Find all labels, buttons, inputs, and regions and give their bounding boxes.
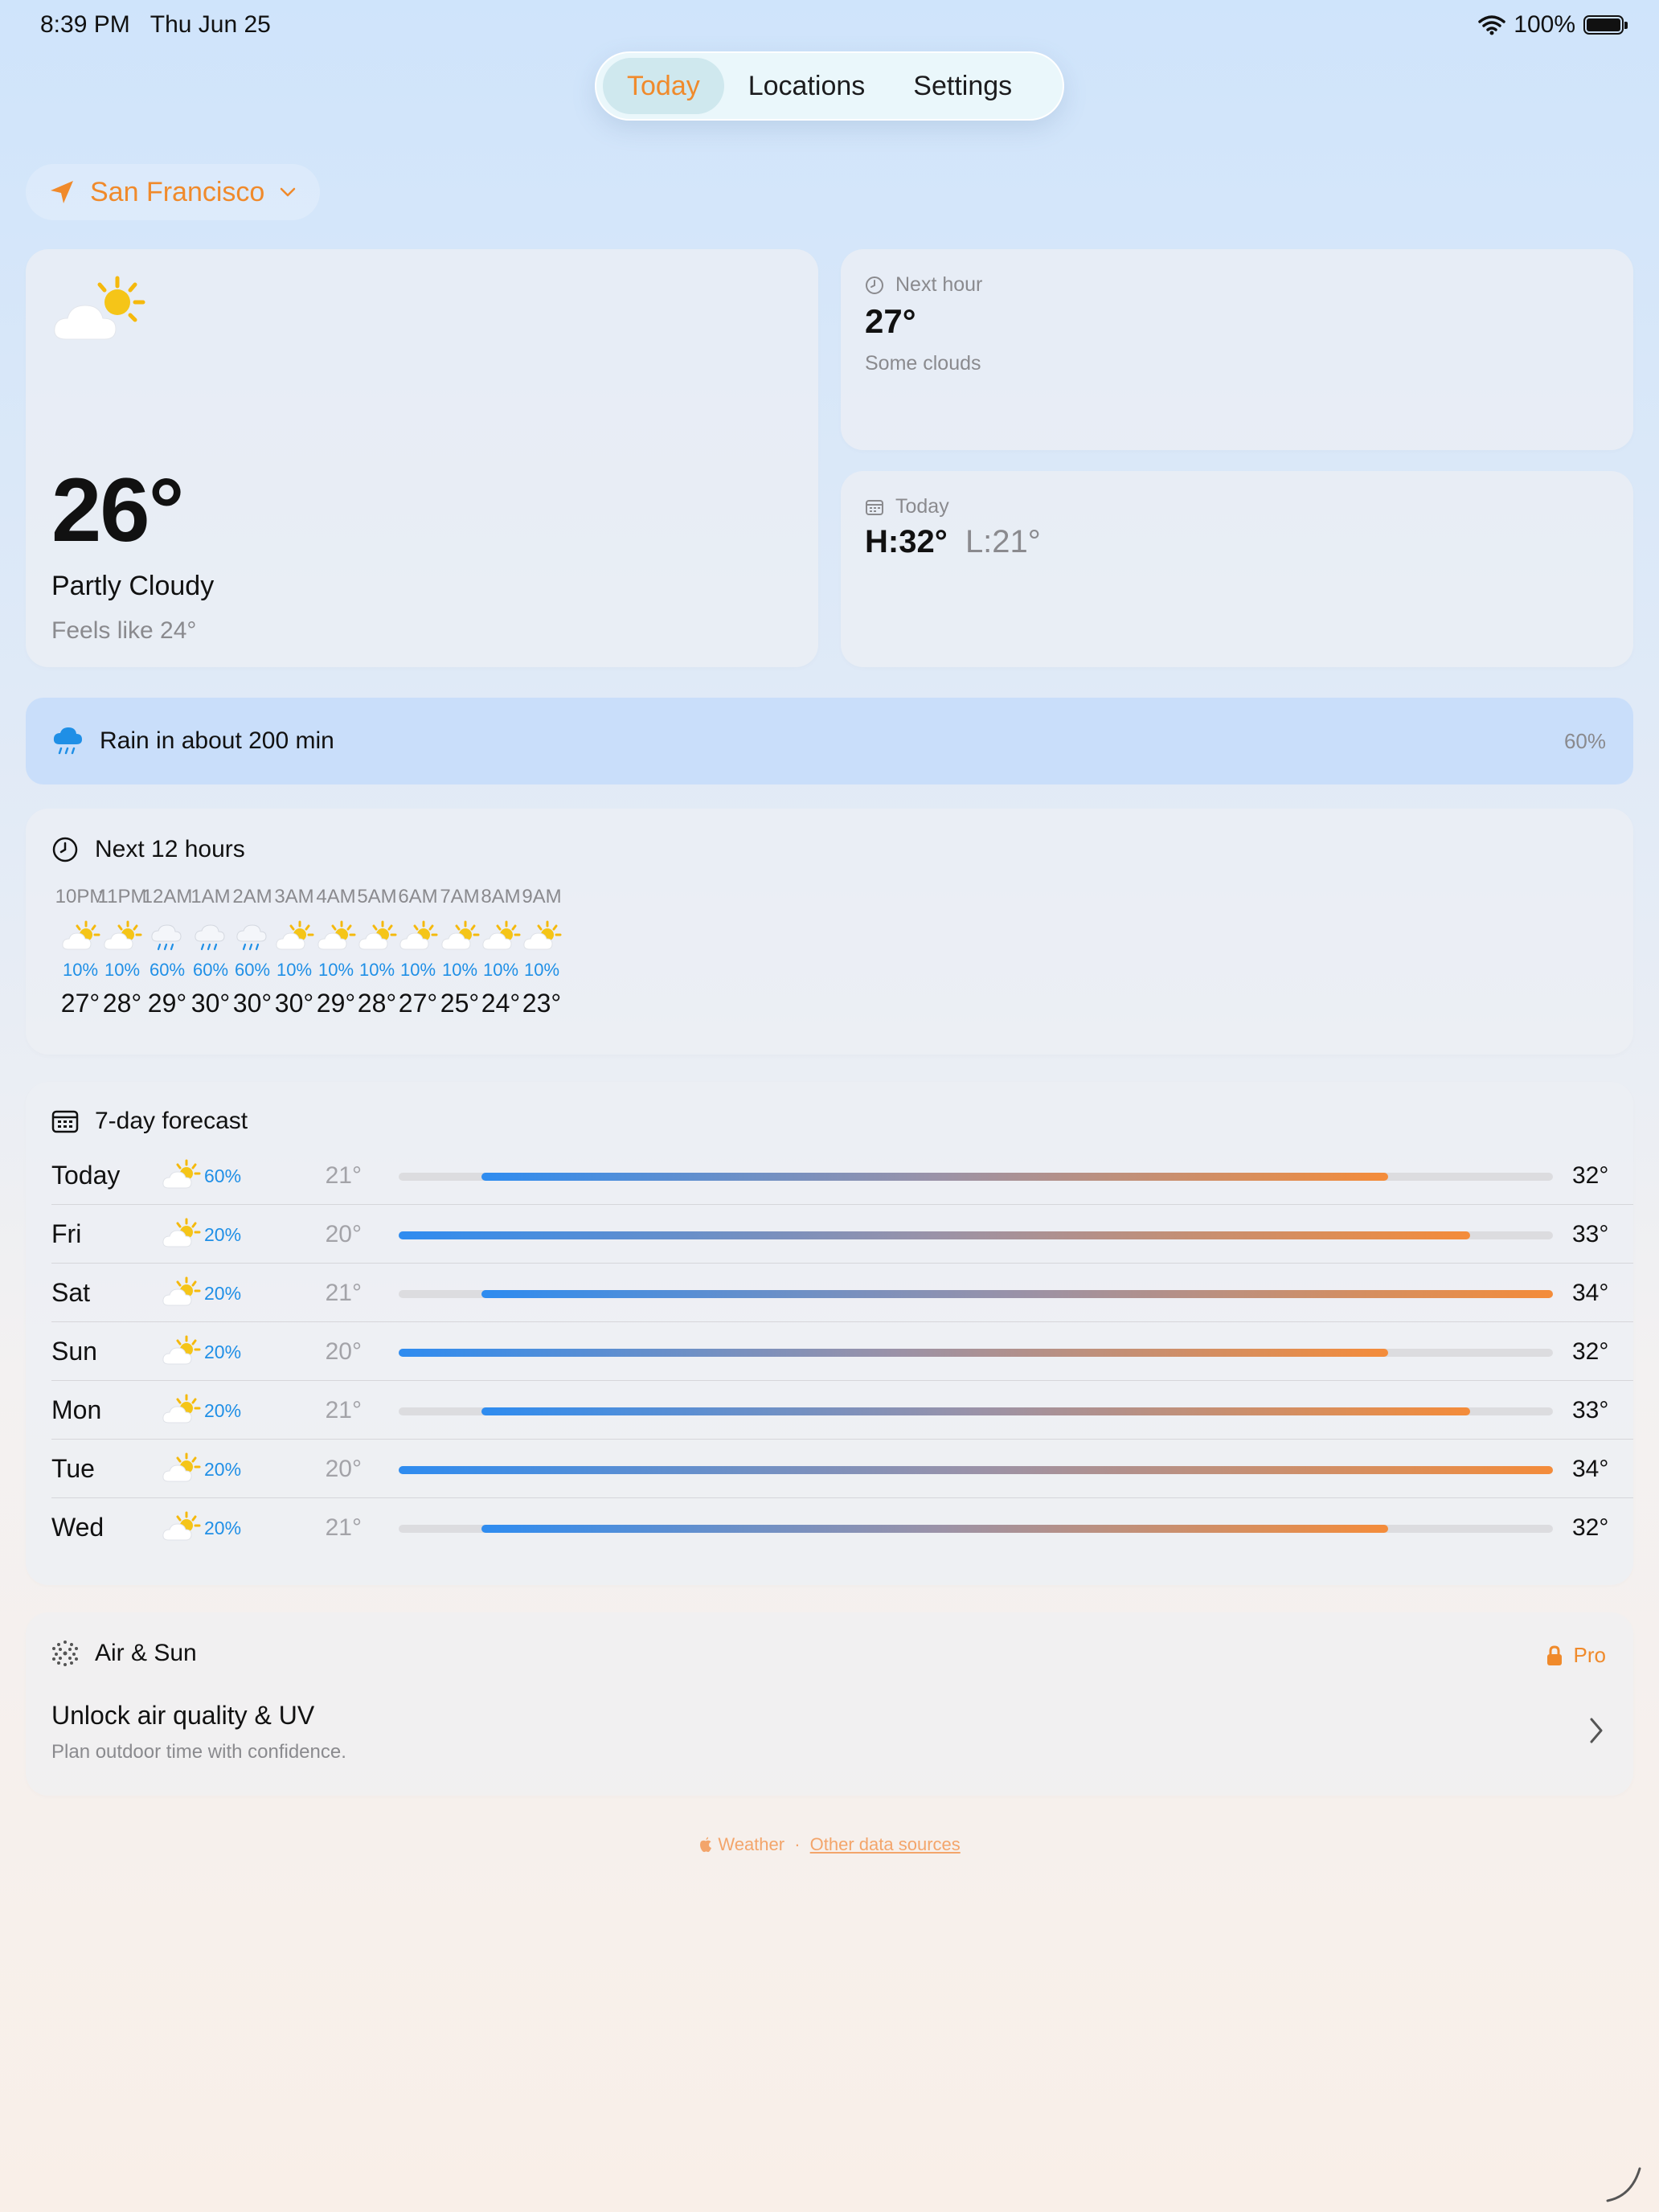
- temp-range-bar: [399, 1231, 1470, 1239]
- pro-badge: [1546, 1643, 1606, 1668]
- today-high-low: [865, 524, 1041, 560]
- hourly-temp: 30°: [232, 989, 272, 1018]
- daily-day: Wed: [51, 1513, 104, 1542]
- today-label: Today: [895, 495, 949, 518]
- daily-row[interactable]: [51, 1146, 1633, 1205]
- chevron-down-icon: [279, 186, 297, 198]
- next-hour-temp: 27°: [865, 302, 916, 340]
- daily-day: Fri: [51, 1219, 82, 1248]
- dots-grid-icon: [51, 1640, 79, 1667]
- hourly-temp: 24°: [481, 989, 521, 1018]
- corner-gesture-icon: [1604, 2164, 1645, 2204]
- daily-icon-wrap: [161, 1511, 201, 1547]
- daily-low: 20°: [325, 1338, 362, 1365]
- temp-range-track: [399, 1173, 1553, 1181]
- location-arrow-icon: [48, 178, 76, 206]
- hourly-temp: 28°: [357, 989, 397, 1018]
- daily-high: 33°: [1572, 1221, 1609, 1247]
- daily-icon-wrap: [161, 1394, 201, 1430]
- partly-sunny-icon: [51, 275, 148, 347]
- hourly-temp: 25°: [440, 989, 480, 1018]
- hourly-time: 3AM: [274, 886, 314, 907]
- temp-range-bar: [481, 1407, 1471, 1415]
- daily-day: Today: [51, 1161, 121, 1190]
- calendar-icon: [865, 498, 884, 516]
- location-name: San Francisco: [90, 176, 265, 207]
- daily-low: 21°: [325, 1397, 362, 1423]
- hourly-forecast-card: [26, 809, 1633, 1055]
- daily-high: 32°: [1572, 1514, 1609, 1541]
- next-hour-description: Some clouds: [865, 352, 981, 375]
- daily-day: Tue: [51, 1454, 95, 1483]
- current-temperature: 26°: [51, 460, 183, 560]
- hourly-precip: 10%: [317, 960, 354, 980]
- daily-row[interactable]: [51, 1498, 1633, 1557]
- hourly-precip: 10%: [482, 960, 519, 980]
- daily-precip: 20%: [204, 1518, 242, 1538]
- battery-icon: [1583, 15, 1624, 35]
- hourly-precip: 60%: [234, 960, 271, 980]
- rain-cloud-icon: [51, 725, 84, 757]
- partly-sunny-icon: [161, 1511, 201, 1543]
- hourly-temp: 27°: [60, 989, 100, 1018]
- partly-sunny-icon: [161, 1276, 201, 1309]
- daily-icon-wrap: [161, 1218, 201, 1254]
- daily-precip: 20%: [204, 1283, 242, 1304]
- hourly-precip: 10%: [358, 960, 395, 980]
- partly-sunny-icon: [161, 1394, 201, 1426]
- rain-alert-banner: [26, 698, 1633, 784]
- hourly-item: [502, 886, 582, 1018]
- hourly-temp: 30°: [190, 989, 231, 1018]
- daily-icon-wrap: [161, 1276, 201, 1313]
- daily-precip: 20%: [204, 1224, 242, 1245]
- daily-precip: 20%: [204, 1400, 242, 1421]
- daily-low: 20°: [325, 1221, 362, 1247]
- temp-range-track: [399, 1525, 1553, 1533]
- daily-icon-wrap: [161, 1452, 201, 1489]
- daily-high: 32°: [1572, 1338, 1609, 1365]
- hourly-precip: 10%: [276, 960, 313, 980]
- calendar-icon: [51, 1109, 79, 1133]
- hourly-temp: 27°: [398, 989, 438, 1018]
- hourly-precip: 10%: [104, 960, 141, 980]
- partly-sunny-icon: [161, 1159, 201, 1191]
- apple-logo-icon: [698, 1837, 713, 1853]
- daily-high: 34°: [1572, 1456, 1609, 1482]
- daily-precip: 20%: [204, 1459, 242, 1480]
- daily-high: 32°: [1572, 1162, 1609, 1189]
- daily-row[interactable]: [51, 1205, 1633, 1264]
- hourly-time: 6AM: [398, 886, 438, 907]
- hourly-precip: 60%: [192, 960, 229, 980]
- hourly-time: 9AM: [522, 886, 562, 907]
- daily-title: 7-day forecast: [95, 1108, 248, 1134]
- hourly-temp: 29°: [316, 989, 356, 1018]
- today-low: L:21°: [965, 524, 1041, 559]
- temp-range-track: [399, 1466, 1553, 1474]
- daily-low: 21°: [325, 1280, 362, 1306]
- daily-precip: 20%: [204, 1342, 242, 1362]
- partly-sunny-icon: [522, 920, 562, 952]
- hourly-time: 5AM: [357, 886, 397, 907]
- current-condition: Partly Cloudy: [51, 571, 215, 601]
- daily-header: [51, 1108, 248, 1135]
- daily-day: Sun: [51, 1337, 97, 1366]
- hourly-title: Next 12 hours: [95, 836, 245, 862]
- air-sun-title: Air & Sun: [95, 1640, 197, 1666]
- air-sun-headline: Unlock air quality & UV: [51, 1701, 315, 1730]
- temp-range-track: [399, 1349, 1553, 1357]
- hourly-temp: 30°: [274, 989, 314, 1018]
- daily-row[interactable]: [51, 1264, 1633, 1322]
- today-high-low-card: [841, 471, 1633, 667]
- daily-icon-wrap: [161, 1159, 201, 1195]
- temp-range-bar: [481, 1173, 1388, 1181]
- daily-high: 34°: [1572, 1280, 1609, 1306]
- temp-range-track: [399, 1290, 1553, 1298]
- hourly-temp: 29°: [147, 989, 187, 1018]
- daily-row[interactable]: [51, 1440, 1633, 1498]
- next-hour-card: [841, 249, 1633, 450]
- daily-low: 20°: [325, 1456, 362, 1482]
- air-sun-card[interactable]: [26, 1612, 1633, 1796]
- hourly-time: 7AM: [440, 886, 480, 907]
- temp-range-bar: [481, 1290, 1553, 1298]
- daily-row[interactable]: [51, 1322, 1633, 1381]
- hourly-precip: 10%: [399, 960, 436, 980]
- temp-range-bar: [399, 1349, 1388, 1357]
- air-sun-header: [51, 1640, 197, 1667]
- clock-icon: [51, 836, 79, 863]
- other-data-sources-link[interactable]: Other data sources: [809, 1834, 961, 1854]
- hourly-precip: 60%: [149, 960, 186, 980]
- tab-today[interactable]: Today: [603, 58, 724, 114]
- attribution-footer: [0, 1834, 1659, 1855]
- today-header: [865, 495, 949, 518]
- hourly-time: 11PM: [97, 886, 147, 907]
- hourly-precip: 10%: [62, 960, 99, 980]
- battery-percent: 100%: [1514, 11, 1575, 38]
- feels-like: Feels like 24°: [51, 617, 197, 644]
- tab-locations[interactable]: Locations: [748, 70, 866, 101]
- hourly-time: 2AM: [232, 886, 272, 907]
- lock-icon: [1546, 1645, 1563, 1666]
- location-selector[interactable]: [26, 164, 320, 220]
- hourly-temp: 23°: [522, 989, 562, 1018]
- hourly-precip: 10%: [441, 960, 478, 980]
- daily-icon-wrap: [161, 1335, 201, 1371]
- daily-day: Mon: [51, 1395, 102, 1424]
- rain-alert-probability: 60%: [1563, 728, 1606, 753]
- temp-range-track: [399, 1231, 1553, 1239]
- temp-range-track: [399, 1407, 1553, 1415]
- hourly-temp: 28°: [102, 989, 142, 1018]
- daily-low: 21°: [325, 1162, 362, 1189]
- air-sun-subtitle: Plan outdoor time with confidence.: [51, 1741, 346, 1763]
- partly-sunny-icon: [161, 1452, 201, 1485]
- daily-day: Sat: [51, 1278, 91, 1307]
- top-tab-bar: [595, 51, 1064, 121]
- hourly-icon-wrap: [502, 916, 582, 956]
- status-time: 8:39 PM: [40, 11, 130, 38]
- partly-sunny-icon: [161, 1335, 201, 1367]
- footer-separator: ·: [794, 1834, 801, 1854]
- clock-icon: [865, 276, 884, 295]
- partly-sunny-icon: [161, 1218, 201, 1250]
- temp-range-bar: [399, 1466, 1553, 1474]
- hourly-time: 12AM: [141, 886, 193, 907]
- next-hour-header: [865, 273, 982, 297]
- hourly-time: 8AM: [481, 886, 521, 907]
- hourly-time: 1AM: [190, 886, 231, 907]
- current-conditions-card: [26, 249, 818, 667]
- hourly-time: 4AM: [316, 886, 356, 907]
- chevron-right-icon: [1588, 1717, 1604, 1744]
- hourly-time: 10PM: [55, 886, 106, 907]
- hourly-precip: 10%: [523, 960, 560, 980]
- daily-forecast-card: [26, 1082, 1633, 1585]
- daily-precip: 60%: [204, 1165, 242, 1186]
- next-hour-label: Next hour: [895, 273, 983, 296]
- pro-label: Pro: [1573, 1643, 1606, 1667]
- daily-row[interactable]: [51, 1381, 1633, 1440]
- tab-settings[interactable]: Settings: [913, 70, 1013, 101]
- status-date: Thu Jun 25: [150, 11, 271, 38]
- temp-range-bar: [481, 1525, 1388, 1533]
- daily-low: 21°: [325, 1514, 362, 1541]
- daily-high: 33°: [1572, 1397, 1609, 1423]
- today-high: H:32°: [865, 524, 948, 559]
- status-bar-right: [1478, 11, 1624, 39]
- hourly-header: [51, 836, 245, 863]
- rain-alert-text: Rain in about 200 min: [100, 727, 334, 754]
- status-bar-time: [40, 11, 271, 39]
- wifi-icon: [1478, 14, 1505, 35]
- footer-brand: Weather: [718, 1834, 785, 1854]
